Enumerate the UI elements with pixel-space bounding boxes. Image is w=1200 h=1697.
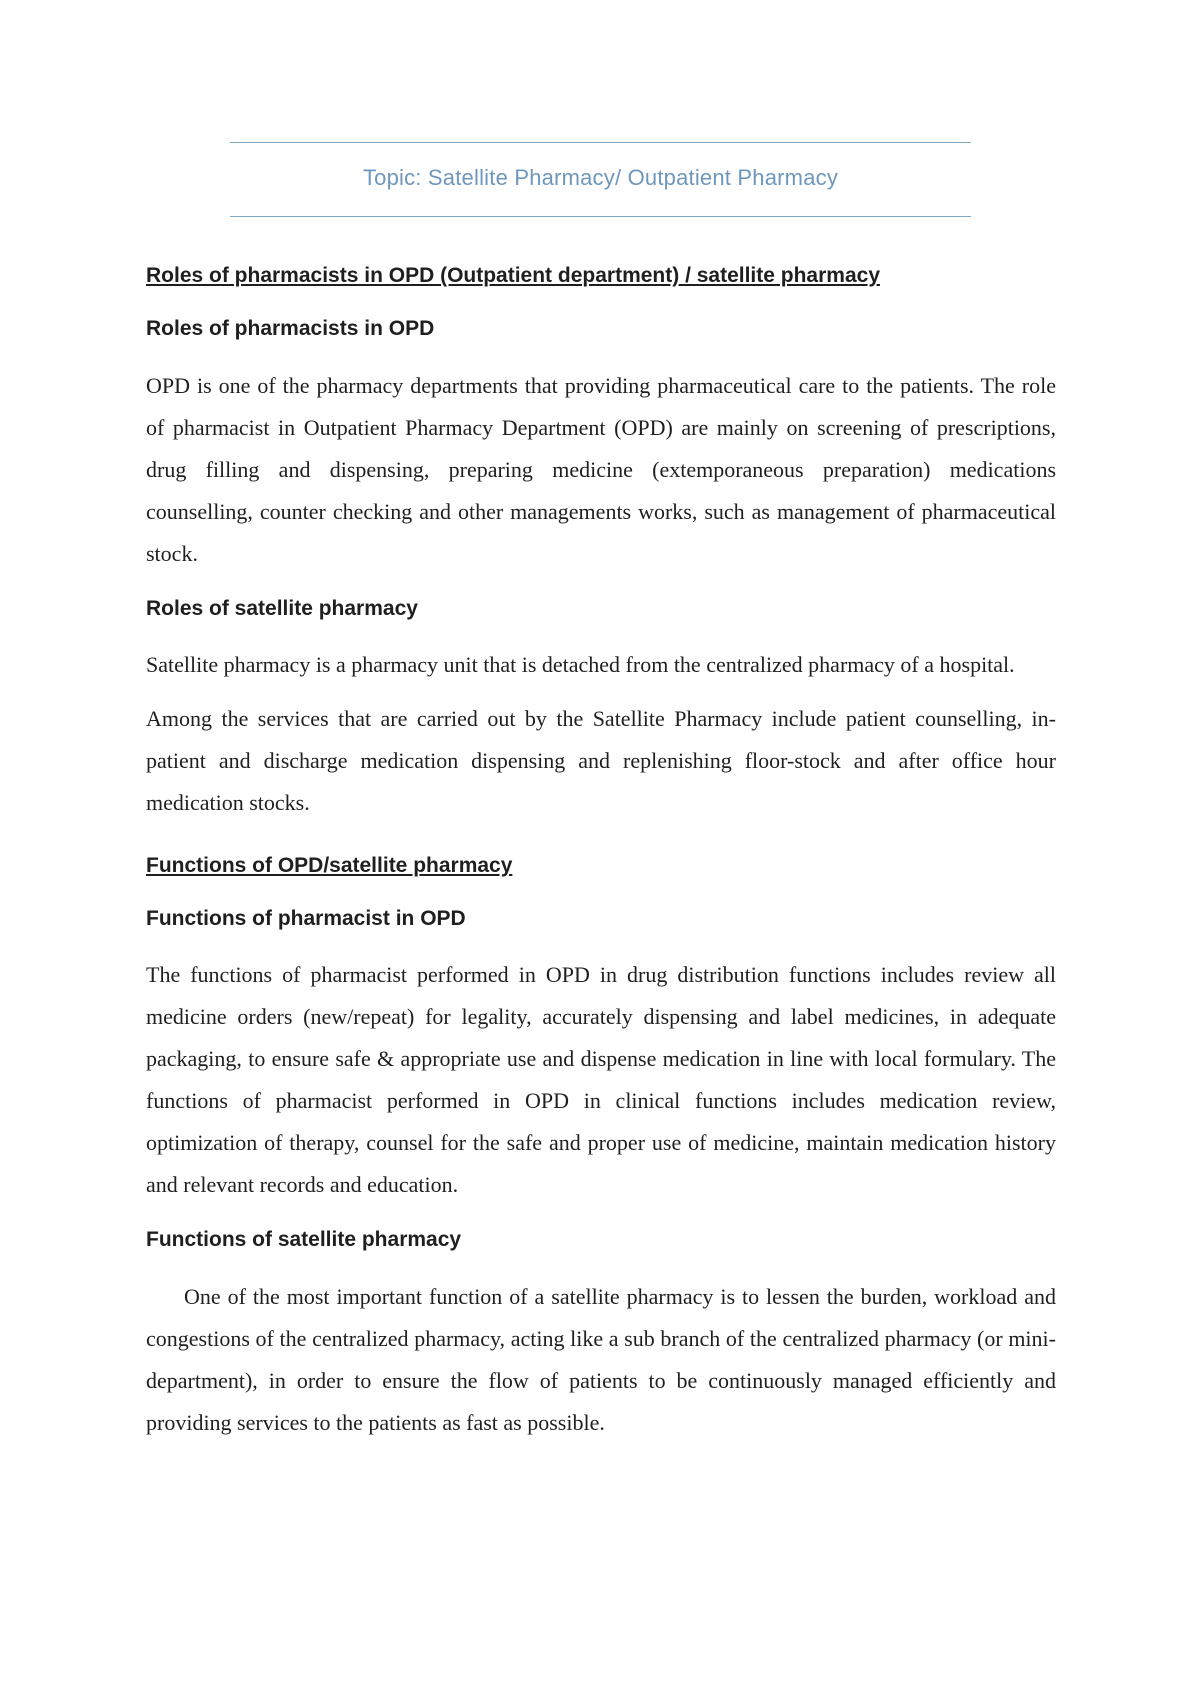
subheading-functions-satellite: Functions of satellite pharmacy: [146, 1228, 462, 1252]
subheading-roles-opd: Roles of pharmacists in OPD: [146, 317, 435, 341]
bottom-rule: [230, 216, 971, 217]
subheading-roles-satellite: Roles of satellite pharmacy: [146, 596, 418, 620]
topic-title: Topic: Satellite Pharmacy/ Outpatient Pharmacy: [362, 165, 839, 190]
paragraph-functions-satellite: One of the most important function of a satellite pharmacy is to lessen the burden, workload and congestions of the centralized pharmacy, acting like a sub branch of the centralized pharmacy (or mini-department), in order to ensure the flow of patients to be continuously managed efficiently and providing services to the patients as fast as possible.: [146, 1283, 1056, 1435]
paragraph-roles-opd: OPD is one of the pharmacy departments that providing pharmaceutical care to the patients. The role of pharmacist in Outpatient Pharmacy Department (OPD) are mainly on screening of prescriptions, drug filling and dispensing, preparing medicine (extemporaneous preparation) medications counselling, counter checking and other managements works, such as management of pharmaceutical stock.: [146, 372, 1056, 566]
section-heading-functions: Functions of OPD/satellite pharmacy: [146, 853, 513, 877]
title-block: [230, 142, 971, 217]
subheading-functions-opd: Functions of pharmacist in OPD: [146, 907, 466, 931]
paragraph-satellite-services: Among the services that are carried out by the Satellite Pharmacy include patient counselling, in-patient and discharge medication dispensing and replenishing floor-stock and after office hour medication stocks.: [146, 705, 1056, 815]
paragraph-functions-opd: The functions of pharmacist performed in OPD in drug distribution functions includes review all medicine orders (new/repeat) for legality, accurately dispensing and label medicines, in adequate packaging, to ensure safe & appropriate use and dispense medication in line with local formulary. The functions of pharmacist performed in OPD in clinical functions includes medication review, optimization of therapy, counsel for the safe and proper use of medicine, maintain medication history and relevant records and education.: [146, 962, 1056, 1198]
top-rule: [230, 142, 971, 143]
paragraph-satellite-definition: Satellite pharmacy is a pharmacy unit that is detached from the centralized pharmacy of a hospital.: [146, 651, 1015, 677]
section-heading-roles: Roles of pharmacists in OPD (Outpatient department) / satellite pharmacy: [146, 264, 880, 287]
document-body: [146, 262, 1056, 1456]
